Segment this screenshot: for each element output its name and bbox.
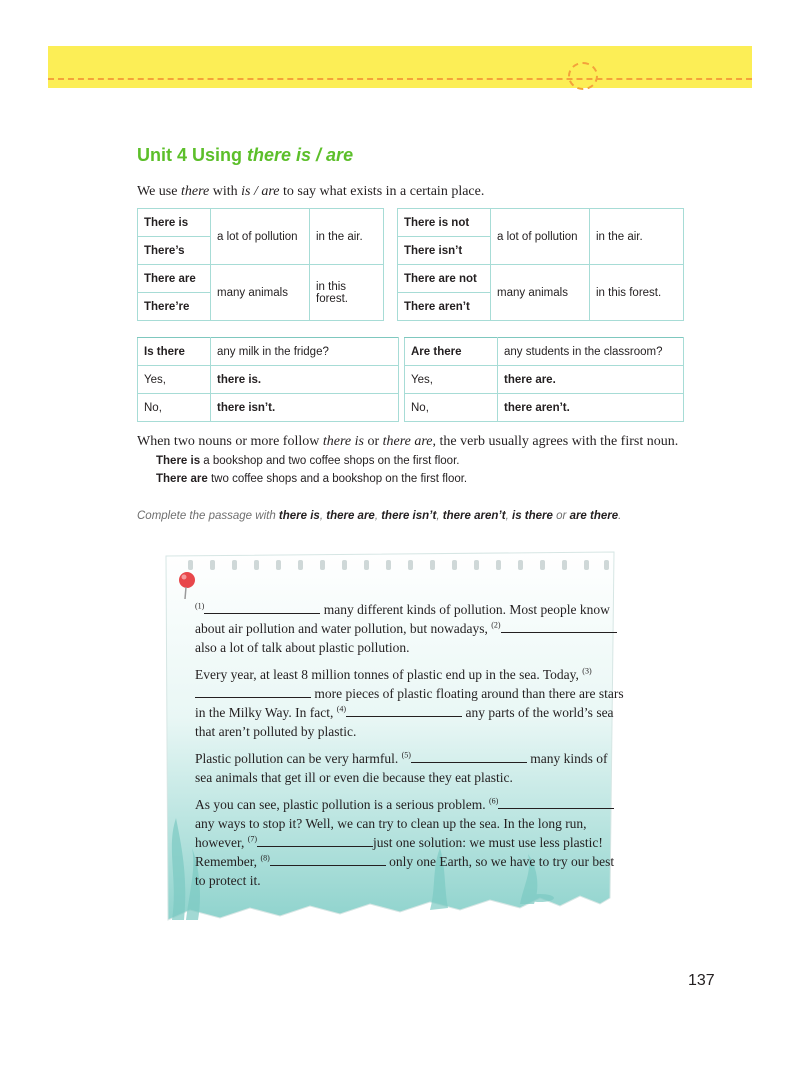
header-band [48,46,752,88]
intro-text [137,184,484,200]
passage-text: Every year, at least 8 million tonnes of plastic end up in the sea. Today, [195,667,583,682]
example-keyword: There are [156,473,208,485]
table-cell: Is there [138,338,211,366]
answer-blank[interactable] [195,684,311,698]
answer-blank[interactable] [411,749,527,763]
passage-text: many kinds of sea animals that get ill or even die because they eat plastic. [195,751,608,785]
cloze-passage [195,600,625,898]
example-sentence [156,455,459,467]
table-cell: There is not [398,209,491,237]
instruction-separator: , [436,510,443,522]
instruction-separator: , [505,510,513,522]
header-dashed-line [48,78,752,80]
blank-number: (6) [488,796,499,806]
answer-blank[interactable] [501,619,617,633]
blank-number: (4) [336,704,347,714]
instruction-option: there is [278,510,320,522]
instruction-text: Complete the passage with [137,510,279,522]
table-cell: there is. [211,366,399,394]
intro-emphasis: is / are [241,184,280,199]
blank-number: (1) [195,601,205,611]
table-row [405,366,684,394]
agreement-emphasis: there is [322,434,364,449]
example-text: a bookshop and two coffee shops on the first floor. [200,455,460,467]
passage-paragraph [195,795,625,890]
unit-title-emphasis: there is / are [247,145,354,165]
answer-blank[interactable] [346,703,462,717]
instruction-option: there aren’t [442,510,506,522]
table-cell: in the air. [590,209,684,265]
agreement-emphasis: there are [382,434,433,449]
table-cell: there isn’t. [211,394,399,422]
table-row [138,366,399,394]
table-cell: in the air. [310,209,384,265]
passage-paragraph [195,665,625,741]
blank-number: (7) [247,834,258,844]
instruction-option: are there [569,510,619,522]
blank-number: (3) [582,666,592,676]
answer-blank[interactable] [204,600,320,614]
table-row [138,394,399,422]
table-cell: a lot of pollution [211,209,310,265]
table-cell: any milk in the fridge? [211,338,399,366]
table-cell: Yes, [405,366,498,394]
intro-part: with [209,184,242,199]
example-text: two coffee shops and a bookshop on the first floor. [207,473,468,485]
example-keyword: There is [156,455,201,467]
unit-title [137,145,353,166]
exercise-instruction [137,510,621,522]
table-cell: There’s [138,237,211,265]
table-cell: many animals [491,265,590,321]
passage-text: also a lot of talk about plastic pollution. [195,640,410,655]
agreement-part: or [363,434,383,449]
table-cell: There’re [138,293,211,321]
table-cell: any students in the classroom? [498,338,684,366]
passage-text: only one Earth, so we have to try our best to protect it. [195,854,615,888]
table-cell: Yes, [138,366,211,394]
table-cell: No, [405,394,498,422]
answer-blank[interactable] [498,795,614,809]
blank-number: (5) [401,750,411,760]
passage-text: As you can see, plastic pollution is a serious problem. [195,797,489,812]
table-cell: in this forest. [310,265,384,321]
passage-paragraph [195,749,625,787]
instruction-separator: or [552,510,570,522]
table-cell: No, [138,394,211,422]
table-cell: in this forest. [590,265,684,321]
table-cell: There aren’t [398,293,491,321]
passage-text: more pieces of plastic floating around than there are stars in the Milky Way. In fact, [195,686,624,720]
example-sentence [156,473,467,485]
question-table-singular [137,337,399,422]
page-number: 137 [688,972,715,989]
instruction-option: there isn’t [381,510,437,522]
table-cell: there aren’t. [498,394,684,422]
agreement-part: When two nouns or more follow [137,434,323,449]
agreement-rule [137,434,678,450]
table-row [138,338,399,366]
answer-blank[interactable] [270,852,386,866]
table-row [138,265,384,293]
table-cell: many animals [211,265,310,321]
grammar-table-positive [137,208,384,321]
blank-number: (8) [260,853,270,863]
table-cell: There are [138,265,211,293]
agreement-part: , the verb usually agrees with the first noun. [432,434,679,449]
table-cell: there are. [498,366,684,394]
table-cell: Are there [405,338,498,366]
passage-text: many different kinds of pollution. Most people know about air pollution and water pollution, but nowadays, [195,602,610,636]
passage-text: just one solution: we must use less plastic! Remember, [195,835,603,869]
passage-text: any parts of the world’s sea that aren’t polluted by plastic. [195,705,614,739]
passage-text: any ways to stop it? Well, we can try to clean up the sea. In the long run, however, [195,816,587,850]
table-cell: There is [138,209,211,237]
header-dashed-loop [568,62,598,90]
instruction-separator: , [319,510,327,522]
table-row [405,394,684,422]
table-row [405,338,684,366]
passage-text: Plastic pollution can be very harmful. [195,751,402,766]
grammar-table-negative [397,208,684,321]
intro-part: to say what exists in a certain place. [279,184,485,199]
intro-part: We use [137,184,181,199]
instruction-option: is there [512,510,553,522]
table-row [398,209,684,237]
pushpin-icon [176,570,200,600]
table-row [398,265,684,293]
instruction-separator: . [618,510,622,522]
table-cell: a lot of pollution [491,209,590,265]
unit-title-prefix: Unit 4 Using [137,145,248,165]
passage-paragraph [195,600,625,657]
blank-number: (2) [491,620,501,630]
table-row [138,209,384,237]
question-table-plural [404,337,684,422]
table-cell: There isn’t [398,237,491,265]
instruction-separator: , [374,510,382,522]
instruction-option: there are [326,510,375,522]
answer-blank[interactable] [257,833,373,847]
intro-emphasis: there [180,184,210,199]
table-cell: There are not [398,265,491,293]
